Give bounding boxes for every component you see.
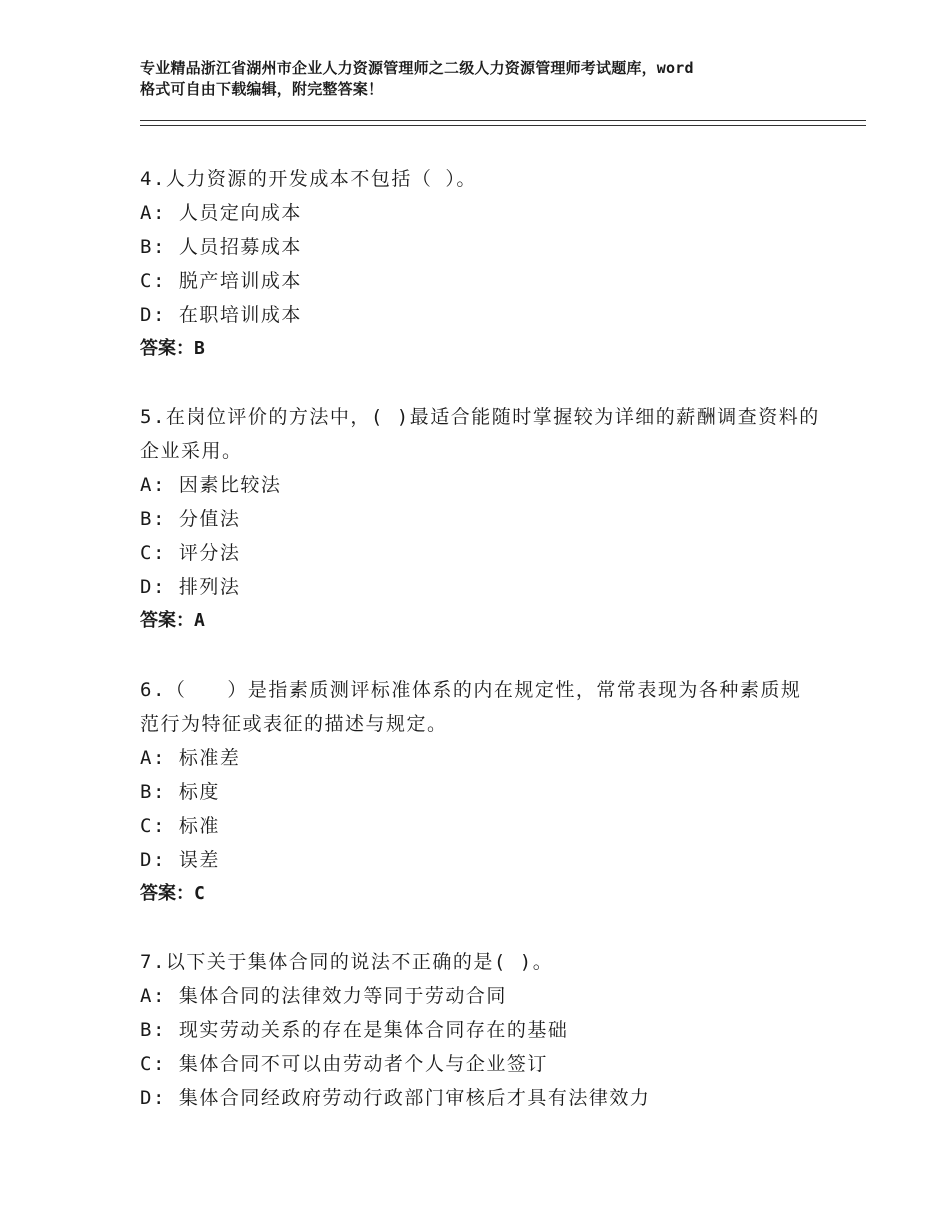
- option-c: C: 脱产培训成本: [140, 270, 302, 292]
- header-title-line-1: 专业精品浙江省湖州市企业人力资源管理师之二级人力资源管理师考试题库，word: [140, 59, 694, 77]
- answer: 答案：A: [140, 610, 205, 631]
- answer: 答案：C: [140, 883, 205, 904]
- answer: 答案：B: [140, 338, 205, 359]
- document-header: [140, 58, 830, 100]
- option-d: D: 集体合同经政府劳动行政部门审核后才具有法律效力: [140, 1087, 651, 1109]
- option-c: C: 评分法: [140, 542, 241, 564]
- question-stem: 4.人力资源的开发成本不包括（ ）。: [140, 168, 477, 190]
- option-b: B: 标度: [140, 781, 220, 803]
- option-a: A: 标准差: [140, 747, 241, 769]
- option-d: D: 误差: [140, 849, 220, 871]
- question-4: [140, 162, 820, 366]
- question-stem: 7.以下关于集体合同的说法不正确的是( )。: [140, 951, 554, 973]
- option-b: B: 分值法: [140, 508, 241, 530]
- question-6: [140, 673, 820, 911]
- header-title-line-2: 格式可自由下载编辑，附完整答案！: [140, 80, 384, 98]
- option-d: D: 在职培训成本: [140, 304, 302, 326]
- question-7: [140, 945, 820, 1115]
- option-d: D: 排列法: [140, 576, 241, 598]
- question-stem: 6.（ ）是指素质测评标准体系的内在规定性，常常表现为各种素质规范行为特征或表征的描述与规定。: [140, 679, 802, 735]
- option-b: B: 现实劳动关系的存在是集体合同存在的基础: [140, 1019, 569, 1041]
- question-5: [140, 400, 820, 638]
- option-a: A: 集体合同的法律效力等同于劳动合同: [140, 985, 507, 1007]
- option-c: C: 集体合同不可以由劳动者个人与企业签订: [140, 1053, 548, 1075]
- header-double-rule: [140, 120, 866, 126]
- option-c: C: 标准: [140, 815, 220, 837]
- option-a: A: 因素比较法: [140, 474, 282, 496]
- option-a: A: 人员定向成本: [140, 202, 302, 224]
- option-b: B: 人员招募成本: [140, 236, 302, 258]
- question-stem: 5.在岗位评价的方法中，( )最适合能随时掌握较为详细的薪酬调查资料的企业采用。: [140, 406, 820, 462]
